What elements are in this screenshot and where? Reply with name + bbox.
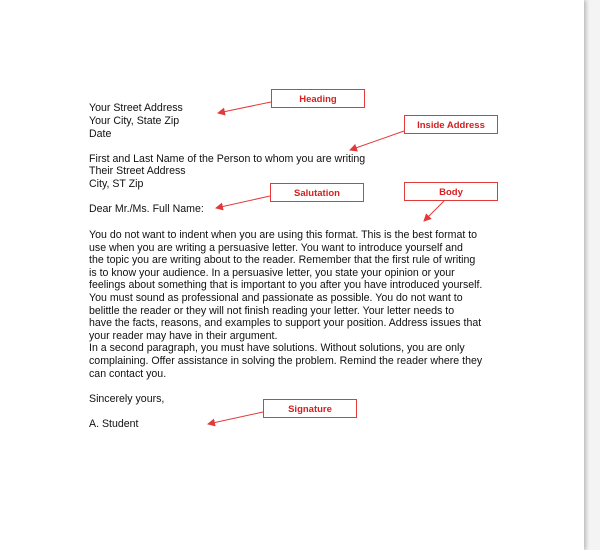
annotation-signature: Signature	[263, 399, 357, 418]
body-line: the topic you are writing about to the reader. Remember that the first rule of writing	[89, 254, 476, 267]
arrow-heading	[218, 102, 271, 113]
salutation-text: Dear Mr./Ms. Full Name:	[89, 203, 204, 215]
heading-line-date: Date	[89, 128, 112, 140]
annotation-heading: Heading	[271, 89, 365, 108]
arrow-inside-address	[350, 131, 404, 150]
body-line: can contact you.	[89, 367, 167, 380]
arrow-signature	[208, 412, 263, 424]
body-line: use when you are writing a persuasive letter. You want to introduce yourself and	[89, 241, 463, 254]
body-line: feelings about something that is important to you after you have introduced yourself.	[89, 279, 483, 292]
body-line: have the facts, reasons, and examples to support your position. Address issues that	[89, 317, 482, 330]
heading-line-city: Your City, State Zip	[89, 115, 180, 127]
inside-address-city: City, ST Zip	[89, 178, 144, 190]
body-line: belittle the reader or they will not finish reading your letter. Your letter needs to	[89, 304, 455, 317]
body-line: In a second paragraph, you must have solutions. Without solutions, you are only	[89, 342, 465, 355]
annotation-salutation: Salutation	[270, 183, 364, 202]
inside-address-street: Their Street Address	[89, 165, 186, 177]
heading-line-street: Your Street Address	[89, 102, 183, 114]
inside-address-name: First and Last Name of the Person to whom you are writing	[89, 153, 366, 165]
body-line: is to know your audience. In a persuasive letter, you state your opinion or your	[89, 266, 455, 279]
body-line: You must sound as professional and passionate as possible. You do not want to	[89, 291, 463, 304]
closing-text: Sincerely yours,	[89, 393, 165, 405]
annotation-inside-address: Inside Address	[404, 115, 498, 134]
arrow-salutation	[216, 196, 270, 208]
annotation-body: Body	[404, 182, 498, 201]
arrow-body	[424, 201, 444, 221]
signature-text: A. Student	[89, 418, 139, 430]
body-line: complaining. Offer assistance in solving the problem. Remind the reader where they	[89, 354, 483, 367]
body-line: You do not want to indent when you are using this format. This is the best format to	[89, 229, 478, 241]
body-line: your reader may have in their argument.	[89, 329, 278, 342]
